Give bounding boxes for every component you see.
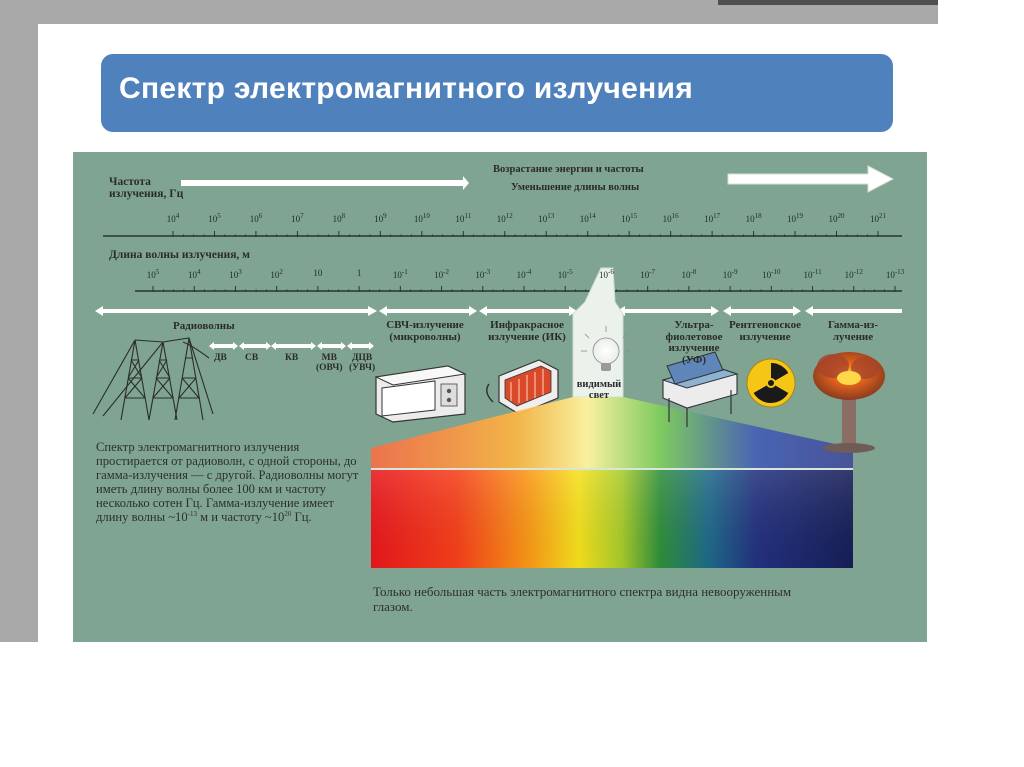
xray-range-arrow	[723, 306, 801, 316]
description-exponent-2: 20	[284, 510, 292, 519]
wavelength-tick-label	[558, 268, 573, 280]
wavelength-tick-label	[804, 268, 822, 280]
frequency-tick-exponent: 6	[258, 212, 263, 220]
wavelength-tick-exponent: -8	[690, 268, 697, 276]
frequency-tick-exponent: 11	[464, 212, 472, 220]
frequency-tick-base: 10	[413, 214, 423, 224]
frequency-tick-exponent: 10	[422, 212, 430, 220]
description-text-end: Гц.	[291, 510, 312, 525]
wavelength-tick-base: 10	[640, 270, 650, 280]
wavelength-tick-label	[313, 268, 322, 278]
wavelength-tick-base: 10	[722, 270, 732, 280]
microwave-oven-illustration	[376, 366, 465, 422]
wavelength-tick-label	[886, 268, 904, 280]
wavelength-tick-base: 10	[434, 270, 444, 280]
frequency-tick-base: 10	[496, 214, 506, 224]
frequency-tick-label	[621, 212, 637, 224]
subband-label-dv: ДВ	[214, 353, 227, 363]
frequency-tick-base: 10	[870, 214, 879, 224]
frequency-tick-exponent: 16	[671, 212, 679, 220]
wavelength-tick-base: 10	[475, 270, 485, 280]
wavelength-tick-label	[188, 268, 201, 280]
wavelength-tick-label	[681, 268, 696, 280]
wavelength-tick-exponent: -11	[812, 268, 822, 276]
frequency-tick-exponent: 9	[383, 212, 387, 220]
wavelength-tick-exponent: -1	[401, 268, 408, 276]
spectrum-description	[96, 440, 368, 525]
frequency-tick-exponent: 21	[879, 212, 886, 220]
spectrum-diagram	[73, 152, 927, 642]
wavelength-tick-exponent: -2	[443, 268, 449, 276]
wavelength-tick-label	[357, 268, 362, 278]
wavelength-tick-base: 10	[762, 270, 772, 280]
wavelength-decrease-label: Уменьшение длины волны	[511, 182, 640, 193]
wavelength-tick-base: 10	[599, 270, 609, 280]
mv-arrow	[317, 342, 346, 350]
visible-light-column	[573, 268, 631, 397]
kv-arrow	[271, 342, 316, 350]
radio-towers-illustration	[93, 338, 213, 420]
frequency-tick-label	[580, 212, 596, 224]
wavelength-tick-label	[640, 268, 655, 280]
frequency-tick-base: 10	[374, 214, 384, 224]
radiation-hazard-icon	[747, 359, 795, 408]
wavelength-tick-label	[270, 268, 283, 280]
wavelength-tick-exponent: -10	[771, 268, 781, 276]
slide-title: Спектр электромагнитного излучения	[119, 72, 694, 105]
frequency-tick-base: 10	[538, 214, 548, 224]
frequency-tick-label	[704, 212, 720, 224]
frequency-tick-exponent: 5	[217, 212, 221, 220]
window-frame-corner	[718, 0, 938, 5]
wavelength-tick-exponent: -7	[649, 268, 656, 276]
wavelength-tick-label	[723, 268, 738, 280]
wavelength-tick-exponent: -6	[608, 268, 614, 276]
wavelength-tick-base: 10	[885, 270, 895, 280]
frequency-tick-label	[497, 212, 513, 224]
wavelength-tick-base: 10	[844, 270, 854, 280]
ultraviolet-range-arrow	[617, 306, 719, 316]
light-bulb-icon	[593, 338, 619, 364]
wavelength-tick-base: 10	[681, 270, 691, 280]
gamma-range-arrow	[805, 306, 902, 316]
energy-arrow-right	[728, 166, 893, 192]
description-text-mid: м и частоту ~10	[197, 510, 285, 525]
wavelength-tick-base: 10	[187, 270, 197, 280]
band-label-microwave: СВЧ-излучение (микроволны)	[386, 319, 464, 343]
frequency-tick-label	[167, 212, 180, 224]
frequency-tick-base: 10	[166, 214, 176, 224]
frequency-tick-label	[787, 212, 803, 224]
frequency-tick-exponent: 17	[713, 212, 721, 220]
dv-arrow	[209, 342, 238, 350]
wavelength-tick-base: 10	[229, 270, 239, 280]
radio-subband-arrows	[209, 342, 374, 350]
wavelength-tick-exponent: 4	[196, 268, 201, 276]
band-label-infrared: Инфракрасное излучение (ИК)	[488, 319, 566, 343]
frequency-tick-base: 10	[249, 214, 259, 224]
wavelength-tick-exponent: -4	[525, 268, 532, 276]
frequency-tick-label	[291, 212, 304, 224]
band-label-ultraviolet: Ультра- фиолетовое излучение (УФ)	[665, 319, 723, 366]
wavelength-tick-exponent: -13	[894, 268, 905, 276]
frequency-tick-exponent: 18	[754, 212, 762, 220]
frequency-tick-base: 10	[208, 214, 218, 224]
dtsv-arrow	[347, 342, 374, 350]
wavelength-tick-label	[845, 268, 863, 280]
wavelength-tick-base: 10	[392, 270, 402, 280]
frequency-tick-base: 10	[704, 214, 714, 224]
wavelength-tick-label	[393, 268, 408, 280]
frequency-tick-label	[455, 212, 471, 224]
wavelength-tick-exponent: -12	[853, 268, 863, 276]
frequency-tick-exponent: 14	[588, 212, 596, 220]
description-exponent-1: -13	[187, 510, 197, 519]
frequency-tick-label	[208, 212, 221, 224]
wavelength-tick-exponent: -3	[484, 268, 491, 276]
wavelength-tick-exponent: 3	[238, 268, 242, 276]
frequency-tick-exponent: 19	[796, 212, 804, 220]
band-range-arrows	[95, 306, 902, 316]
wavelength-tick-base: 10	[270, 270, 280, 280]
wavelength-tick-label	[517, 268, 532, 280]
wavelength-tick-base: 10	[557, 270, 567, 280]
frequency-tick-base: 10	[662, 214, 672, 224]
wavelength-tick-exponent: 5	[155, 268, 160, 276]
wavelength-tick-exponent: 2	[279, 268, 283, 276]
frequency-tick-base: 10	[332, 214, 342, 224]
frequency-tick-base: 10	[745, 214, 755, 224]
frequency-axis-label: Частота излучения, Гц	[109, 176, 184, 201]
frequency-tick-label	[870, 212, 886, 224]
wavelength-tick-base: 10	[516, 270, 526, 280]
subband-label-kv: КВ	[285, 353, 299, 363]
wavelength-tick-label	[599, 268, 614, 280]
frequency-tick-base: 10	[828, 214, 838, 224]
wavelength-axis-label: Длина волны излучения, м	[109, 249, 250, 261]
band-label-xray: Рентгеновское излучение	[728, 319, 802, 343]
nuclear-explosion-illustration	[813, 352, 885, 453]
frequency-tick-base: 10	[455, 214, 465, 224]
wavelength-tick-base: 10	[313, 268, 323, 278]
frequency-tick-exponent: 13	[547, 212, 555, 220]
window-frame-left	[0, 0, 38, 642]
wavelength-tick-label	[147, 268, 160, 280]
band-label-visible: видимый свет	[576, 379, 622, 402]
infrared-range-arrow	[479, 306, 577, 316]
frequency-tick-label	[663, 212, 679, 224]
wavelength-tick-base: 1	[356, 268, 362, 278]
frequency-tick-label	[333, 212, 346, 224]
frequency-tick-base: 10	[579, 214, 589, 224]
frequency-arrow-left	[181, 176, 469, 190]
energy-increase-label: Возрастание энергии и частоты	[493, 164, 644, 175]
frequency-tick-label	[746, 212, 762, 224]
subband-label-dtsv: ДЦВ (УВЧ)	[349, 353, 376, 373]
wavelength-tick-label	[229, 268, 242, 280]
frequency-tick-label	[829, 212, 845, 224]
frequency-tick-exponent: 7	[300, 212, 304, 220]
frequency-tick-label	[414, 212, 430, 224]
subband-label-mv: МВ (ОВЧ)	[316, 353, 343, 373]
description-text: Спектр электромагнитного излучения простирается от радиоволн, с одной стороны, до гамма-излучения — с другой. Радиоволны могут иметь длину волны более 100 км и частоту несколько сотен Гц. Гамма-излучение имеет длину волны ~10	[96, 440, 359, 525]
frequency-tick-label	[538, 212, 554, 224]
spectrum-figure	[73, 152, 927, 642]
frequency-tick-label	[250, 212, 263, 224]
wavelength-tick-base: 10	[803, 270, 813, 280]
frequency-tick-base: 10	[291, 214, 301, 224]
wavelength-tick-base: 10	[146, 270, 156, 280]
radio-range-arrow	[95, 306, 377, 316]
frequency-tick-exponent: 8	[341, 212, 346, 220]
frequency-tick-base: 10	[621, 214, 631, 224]
window-frame-right-gap	[938, 0, 1024, 24]
wavelength-tick-label	[475, 268, 490, 280]
visible-spectrum-caption: Только небольшая часть электромагнитного спектра видна невооруженным глазом.	[373, 584, 792, 614]
frequency-tick-exponent: 12	[505, 212, 513, 220]
band-label-radio: Радиоволны	[173, 320, 235, 332]
wavelength-tick-exponent: -5	[566, 268, 573, 276]
frequency-tick-exponent: 15	[630, 212, 638, 220]
sv-arrow	[239, 342, 271, 350]
slide-title-bar	[101, 54, 893, 132]
frequency-tick-label	[374, 212, 387, 224]
frequency-tick-base: 10	[787, 214, 797, 224]
frequency-tick-exponent: 20	[837, 212, 845, 220]
microwave-range-arrow	[379, 306, 477, 316]
wavelength-tick-label	[762, 268, 780, 280]
wavelength-tick-label	[434, 268, 449, 280]
frequency-tick-exponent: 4	[175, 212, 180, 220]
band-label-gamma: Гамма-из- лучение	[827, 319, 879, 343]
subband-label-sv: СВ	[245, 353, 259, 363]
wavelength-tick-exponent: -9	[731, 268, 738, 276]
